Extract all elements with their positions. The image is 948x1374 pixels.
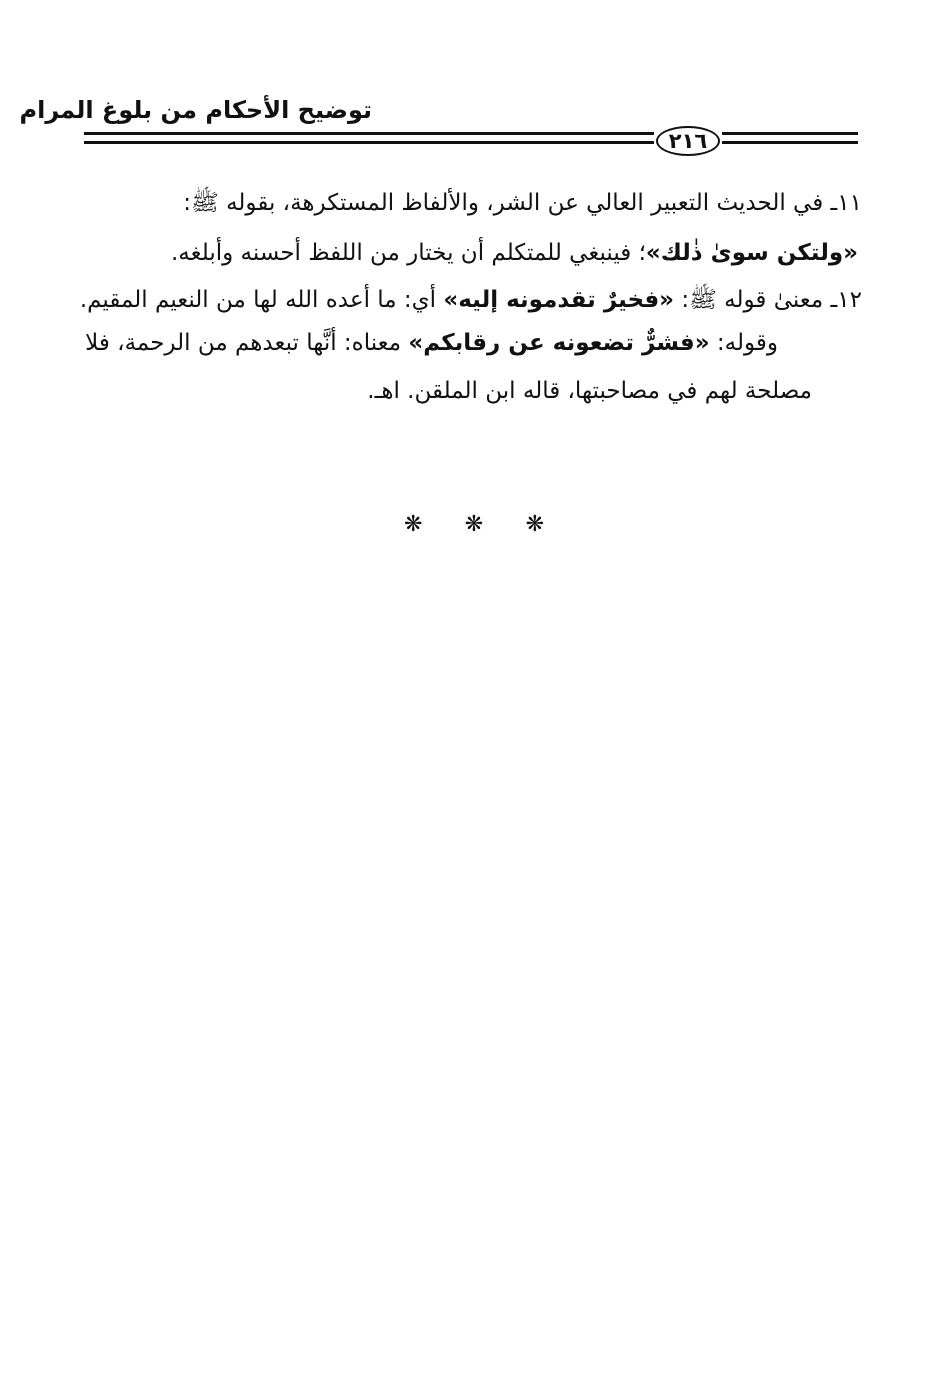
point-12-explanation: أي: ما أعده الله لها من النعيم المقيم. [79,287,444,313]
separator-star-icon: ❋ [404,512,423,537]
continuation-conclusion: مصلحة لهم في مصاحبتها، قاله ابن الملقن. اهـ. [367,378,812,404]
hadith-quote: «فشرٌّ تضعونه عن رقابكم» [408,330,710,356]
page-number: ٢١٦ [668,128,708,153]
header-rule-left-bottom [84,141,654,144]
hadith-quote: «ولتكن سوىٰ ذٰلك» [645,240,858,266]
point-12-intro: ١٢ـ معنىٰ قوله ﷺ: [674,287,862,313]
text-line-3 [80,287,862,315]
point-11-intro: ١١ـ في الحديث التعبير العالي عن الشر، والألفاظ المستكرهة، بقوله ﷺ: [183,190,862,216]
book-title: توضيح الأحكام من بلوغ المرام [19,96,372,124]
point-11-conclusion: ؛ فينبغي للمتكلم أن يختار من اللفظ أحسنه وأبلغه. [170,240,646,266]
separator-star-icon: ❋ [464,512,484,537]
page-number-badge [656,126,720,156]
hadith-quote: «فخيرٌ تقدمونه إليه» [443,287,675,313]
continuation-intro: وقوله: [709,330,778,356]
header-rule-left-top [84,132,654,135]
section-separator [404,512,544,537]
separator-star-icon: ❋ [525,512,544,537]
continuation-explanation: معناه: أنَّها تبعدهم من الرحمة، فلا [85,330,409,356]
header-rule-right-bottom [722,141,858,144]
text-line-4 [85,330,778,358]
header-rule-right-top [722,132,858,135]
text-line-1 [183,190,862,218]
text-line-5 [367,378,812,406]
text-line-2 [171,240,858,268]
